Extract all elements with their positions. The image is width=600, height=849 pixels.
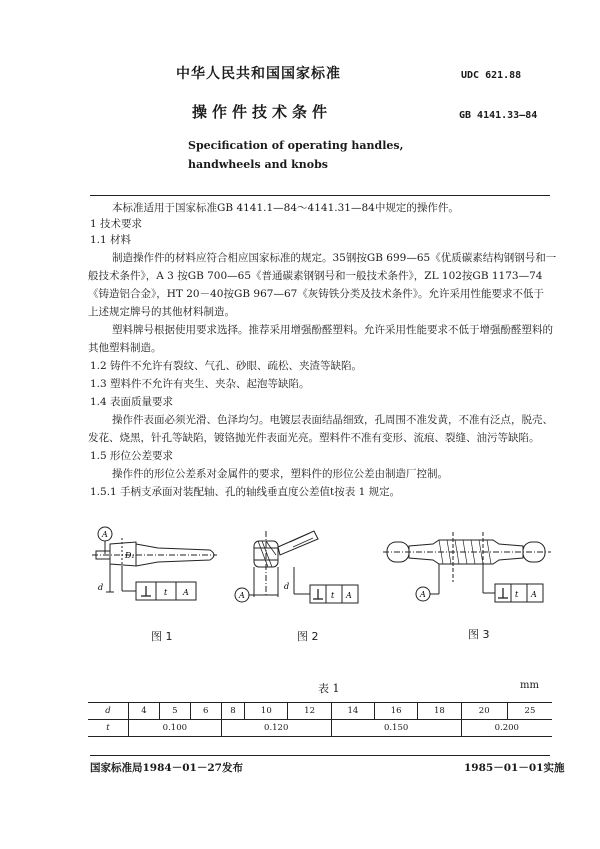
table-1-unit: mm <box>520 680 539 691</box>
section-1-5-heading: 1.5 形位公差要求 <box>90 450 174 462</box>
figure-1-caption: 图 1 <box>151 630 173 643</box>
table-cell: 12 <box>288 703 331 720</box>
materials-para-line1: 制造操作件的材料应符合相应国家标准的规定。35钢按GB 699—65《优质碳素结构钢钢号和一 <box>112 252 557 264</box>
materials-para-line3: 《铸造铝合金》，HT 20－40按GB 967—67《灰铸铁分类及技术条件》。允许采用性能要求不低于 <box>88 288 545 300</box>
figure-3-drawing <box>383 522 553 612</box>
section-1-3: 1.3 塑料件不允许有夹生、夹杂、起泡等缺陷。 <box>90 378 310 390</box>
fig2-label-a2: A <box>346 591 352 600</box>
table-cell: 16 <box>374 703 417 720</box>
section-1-1-heading: 1.1 材料 <box>90 234 132 246</box>
table-cell: 10 <box>245 703 288 720</box>
fig2-label-t: t <box>331 591 335 600</box>
plastic-para-line1: 塑料牌号根据使用要求选择。推荐采用增强酚醛塑料。允许采用性能要求不低于增强酚醛塑料的 <box>112 324 553 336</box>
table-cell: 25 <box>507 703 552 720</box>
section-1-heading: 1 技术要求 <box>90 218 143 230</box>
figure-3-caption: 图 3 <box>468 628 490 641</box>
figure-1-drawing <box>92 520 222 615</box>
materials-para-line2: 般技术条件》，A 3 按GB 700—65《普通碳素钢钢号和一般技术条件》，ZL 102按GB 1173—74 <box>88 270 543 282</box>
section-1-5-1: 1.5.1 手柄支承面对装配轴、孔的轴线垂直度公差值t按表 1 规定。 <box>90 486 401 498</box>
fig2-label-d: d <box>284 582 290 591</box>
table-cell: 0.120 <box>221 720 331 737</box>
section-1-2: 1.2 铸件不允许有裂纹、气孔、砂眼、疏松、夹渣等缺陷。 <box>90 360 363 372</box>
table-1-title: 表 1 <box>318 682 340 695</box>
table-cell: d <box>88 703 129 720</box>
table-cell: t <box>88 720 129 737</box>
title-en-line1: Specification of operating handles, <box>188 139 404 152</box>
table-cell: 20 <box>461 703 507 720</box>
title-cn: 操作件技术条件 <box>192 103 333 121</box>
table-row-t <box>88 720 552 737</box>
table-cell: 0.200 <box>461 720 552 737</box>
fig3-label-a2: A <box>531 590 537 599</box>
gb-number: GB 4141.33—84 <box>459 110 538 121</box>
figure-2-drawing <box>232 525 362 615</box>
materials-para-line4: 上述规定牌号的其他材料制造。 <box>88 306 235 318</box>
table-cell: 0.150 <box>331 720 461 737</box>
intro-paragraph: 本标准适用于国家标准GB 4141.1—84～4141.31—84中规定的操作件。 <box>112 202 459 214</box>
fig2-label-a: A <box>239 591 245 600</box>
table-cell: 14 <box>331 703 374 720</box>
table-cell: 18 <box>418 703 461 720</box>
country-standard: 中华人民共和国国家标准 <box>176 66 341 82</box>
fig3-label-t: t <box>515 590 519 599</box>
table-cell: 5 <box>159 703 190 720</box>
fig1-label-d1: D₁ <box>125 551 135 560</box>
fig1-label-t: t <box>164 588 168 597</box>
table-cell: 0.100 <box>129 720 222 737</box>
table-row-d <box>88 703 552 720</box>
surface-para-line1: 操作件表面必须光滑、色泽均匀。电镀层表面结晶细致，孔周围不准发黄，不准有泛点，脱壳、 <box>112 414 553 426</box>
surface-para-line2: 发花、烧黑，针孔等缺陷，镀铬抛光件表面光亮。塑料件不准有变形、流痕、裂缝、油污等缺陷。 <box>88 432 540 444</box>
figure-2-caption: 图 2 <box>297 630 319 643</box>
fig1-label-a2: A <box>183 588 189 597</box>
title-en-line2: handwheels and knobs <box>188 158 328 171</box>
issuer: 国家标准局1984－01－27发布 <box>90 762 243 774</box>
table-1 <box>88 702 552 737</box>
udc-code: UDC 621.88 <box>461 70 522 81</box>
header-rule <box>90 195 550 196</box>
section-1-4-heading: 1.4 表面质量要求 <box>90 396 174 408</box>
table-cell: 8 <box>221 703 244 720</box>
table-cell: 4 <box>129 703 160 720</box>
effective-date: 1985－01－01实施 <box>464 762 565 774</box>
fig1-label-d: d <box>98 583 104 592</box>
fig3-label-a: A <box>420 590 426 599</box>
table-cell: 6 <box>190 703 221 720</box>
footer-rule <box>90 755 550 756</box>
fig1-label-a: A <box>102 530 108 539</box>
plastic-para-line2: 其他塑料制造。 <box>88 342 162 354</box>
tolerance-para: 操作件的形位公差系对金属件的要求，塑料件的形位公差由制造厂控制。 <box>112 468 448 480</box>
